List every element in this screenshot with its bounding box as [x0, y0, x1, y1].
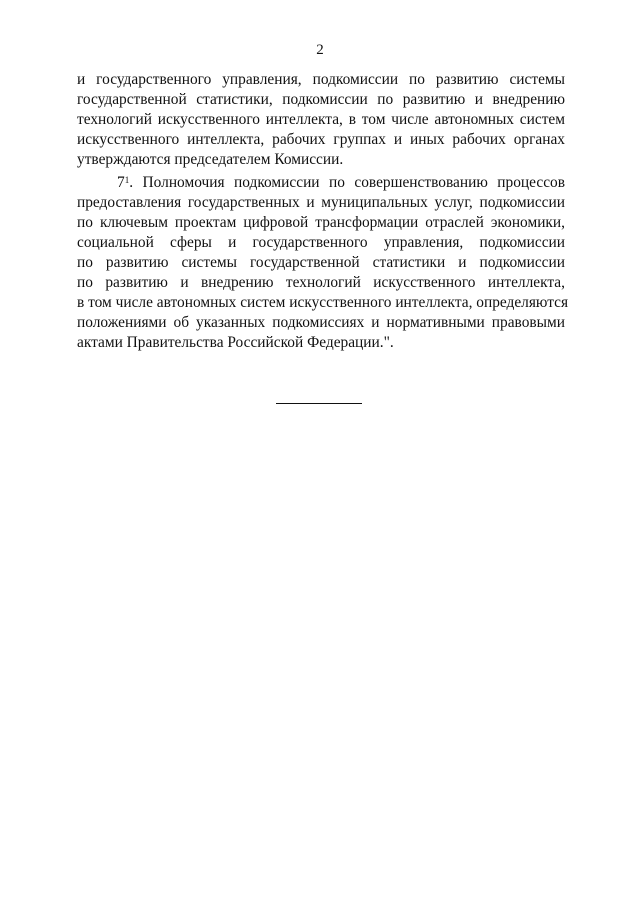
paragraph-number-main: 7	[117, 174, 125, 191]
paragraph-number-superscript: 1	[124, 175, 130, 185]
text-line: положениями об указанных подкомиссиях и нормативными правовыми	[77, 314, 565, 331]
paragraph-first-line-text: Полномочия подкомиссии по совершенствованию процессов	[142, 174, 565, 191]
document-body	[77, 70, 569, 353]
text-line: по ключевым проектам цифровой трансформации отраслей экономики,	[77, 214, 565, 231]
text-line: утверждаются председателем Комиссии.	[77, 151, 344, 168]
text-line: по развитию и внедрению технологий искусственного интеллекта,	[77, 274, 565, 291]
text-line: государственной статистики, подкомиссии по развитию и внедрению	[77, 91, 565, 108]
text-line: технологий искусственного интеллекта, в том числе автономных систем	[77, 111, 565, 128]
end-of-document-divider	[276, 403, 362, 404]
text-line: по развитию системы государственной статистики и подкомиссии	[77, 254, 565, 271]
text-line: актами Правительства Российской Федерации.".	[77, 334, 394, 351]
paragraph-continuation	[77, 70, 565, 170]
text-line: социальной сферы и государственного управления, подкомиссии	[77, 234, 565, 251]
page-number: 2	[316, 42, 324, 58]
paragraph-first-line	[77, 173, 565, 193]
text-line: в том числе автономных систем искусственного интеллекта, определяются	[77, 294, 569, 311]
text-line: и государственного управления, подкомиссии по развитию системы	[77, 71, 565, 88]
text-line: искусственного интеллекта, рабочих группах и иных рабочих органах	[77, 131, 565, 148]
paragraph-7-1	[77, 173, 569, 353]
paragraph-number-suffix: .	[129, 174, 134, 191]
paragraph-number	[117, 174, 133, 191]
text-line: предоставления государственных и муниципальных услуг, подкомиссии	[77, 194, 565, 211]
